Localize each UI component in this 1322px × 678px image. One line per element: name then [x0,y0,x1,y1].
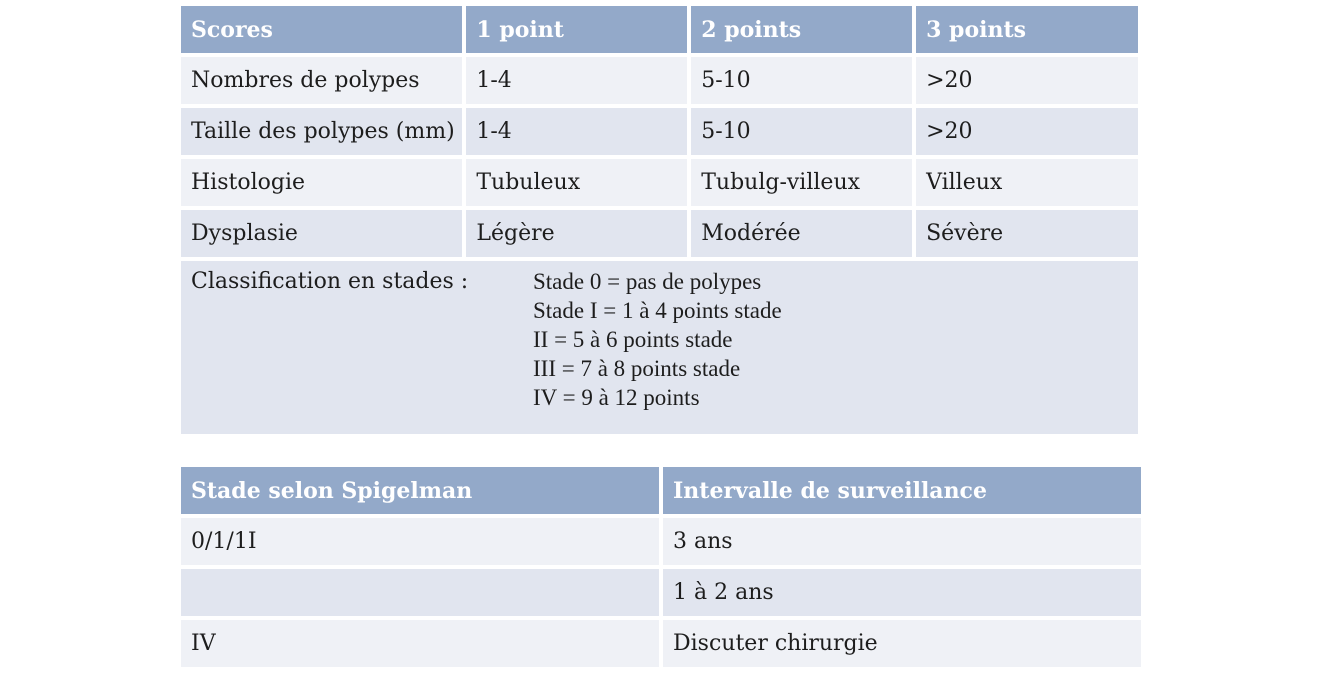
header-2-points: 2 points [691,6,912,53]
header-3-points: 3 points [916,6,1138,53]
spigelman-scores-table [177,2,1142,438]
table-cell: 5-10 [691,57,912,104]
table-row [181,108,1138,155]
table-cell: 1-4 [466,57,687,104]
stage-cell: IV [181,620,659,667]
row-label: Taille des polypes (mm) [181,108,462,155]
header-interval: Intervalle de surveillance [663,467,1141,514]
row-label: Dysplasie [181,210,462,257]
stage-line: Stade 0 = pas de polypes [533,269,762,294]
table-row [181,57,1138,104]
header-stage: Stade selon Spigelman [181,467,659,514]
table-cell: Sévère [916,210,1138,257]
stage-cell: 0/1/1I [181,518,659,565]
table-cell: >20 [916,108,1138,155]
table-cell: Légère [466,210,687,257]
interval-cell: 1 à 2 ans [663,569,1141,616]
table-cell: >20 [916,57,1138,104]
table-row [181,569,1141,616]
stage-cell [181,569,659,616]
table-cell: Modérée [691,210,912,257]
classification-row [181,261,1138,434]
stage-line: II = 5 à 6 points stade [533,327,733,352]
table-row [181,210,1138,257]
table-cell: Tubulg-villeux [691,159,912,206]
interval-cell: Discuter chirurgie [663,620,1141,667]
row-label: Histologie [181,159,462,206]
row-label: Nombres de polypes [181,57,462,104]
header-row [181,467,1141,514]
table-cell: Villeux [916,159,1138,206]
table-row [181,518,1141,565]
interval-cell: 3 ans [663,518,1141,565]
classification-cell [181,261,1138,434]
stage-line: Stade I = 1 à 4 points stade [533,298,782,323]
header-scores: Scores [181,6,462,53]
classification-stages [533,267,782,412]
header-1-point: 1 point [466,6,687,53]
stage-line: III = 7 à 8 points stade [533,356,741,381]
table-cell: 5-10 [691,108,912,155]
table-row [181,620,1141,667]
table-row [181,159,1138,206]
classification-label: Classification en stades : [191,269,469,294]
header-row [181,6,1138,53]
table-cell: 1-4 [466,108,687,155]
stage-line: IV = 9 à 12 points [533,385,700,410]
table-cell: Tubuleux [466,159,687,206]
surveillance-interval-table [177,463,1145,671]
